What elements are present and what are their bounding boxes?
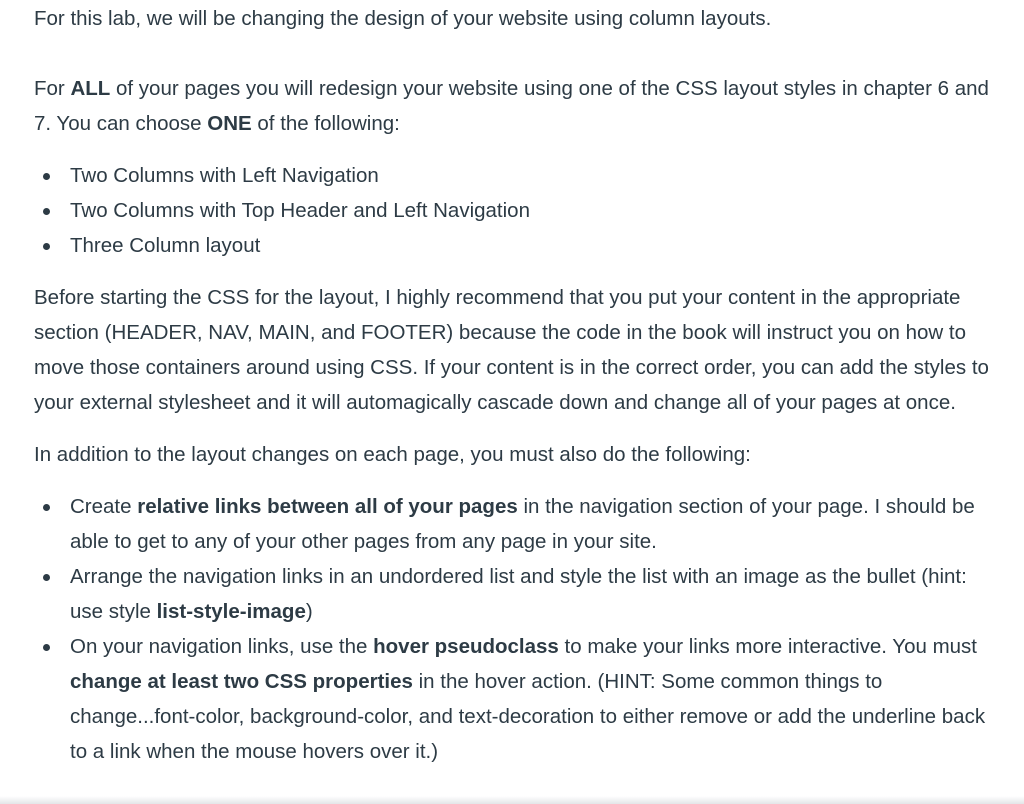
layout-choice-paragraph bbox=[34, 71, 994, 141]
list-item: Two Columns with Left Navigation bbox=[70, 158, 994, 193]
requirements-list bbox=[34, 489, 994, 769]
emphasis-hover-pseudoclass: hover pseudoclass bbox=[373, 635, 559, 658]
assignment-content bbox=[34, 0, 994, 769]
text-run: to make your links more interactive. You must bbox=[558, 635, 978, 658]
text-run: of your pages you will redesign your website using one of the CSS layout styles in chapter 6 and 7. You can choose bbox=[34, 77, 989, 135]
list-item bbox=[70, 559, 994, 629]
text-run: Create bbox=[70, 495, 138, 518]
text-run: Arrange the navigation links in an undordered list and style the list with an image as the bullet (hint: use style bbox=[70, 565, 967, 623]
list-item: Two Columns with Top Header and Left Navigation bbox=[70, 193, 994, 228]
additional-requirements-intro: In addition to the layout changes on each page, you must also do the following: bbox=[34, 443, 751, 466]
layout-options-list bbox=[34, 158, 994, 263]
text-run: in the navigation section of your page. I should be able to get to any of your other pages from any page in your site. bbox=[70, 495, 975, 553]
intro-paragraph: For this lab, we will be changing the design of your website using column layouts. bbox=[34, 7, 772, 30]
emphasis-all: ALL bbox=[70, 77, 111, 100]
list-item bbox=[70, 489, 994, 559]
content-order-paragraph: Before starting the CSS for the layout, I highly recommend that you put your content in the appropriate section (HEADER, NAV, MAIN, and FOOTER) because the code in the book will instruct you on how to move those containers around using CSS. If your content is in the correct order, you can add the styles to your external stylesheet and it will automagically cascade down and change all of your pages at once. bbox=[34, 286, 989, 414]
text-run: in the hover action. (HINT: Some common things to change...font-color, background-color, and text-decoration to either remove or add the underline back to a link when the mouse hovers over it.) bbox=[70, 670, 986, 763]
emphasis-one: ONE bbox=[207, 112, 252, 135]
text-run: of the following: bbox=[251, 112, 400, 135]
bottom-scroll-shadow bbox=[0, 796, 1024, 804]
list-item: Three Column layout bbox=[70, 228, 994, 263]
emphasis-two-properties: change at least two CSS properties bbox=[70, 670, 413, 693]
text-run: For bbox=[34, 77, 71, 100]
emphasis-relative-links: relative links between all of your pages bbox=[137, 495, 518, 518]
emphasis-list-style-image: list-style-image bbox=[156, 600, 306, 623]
list-item bbox=[70, 629, 994, 769]
text-run: On your navigation links, use the bbox=[70, 635, 374, 658]
text-run: ) bbox=[305, 600, 313, 623]
